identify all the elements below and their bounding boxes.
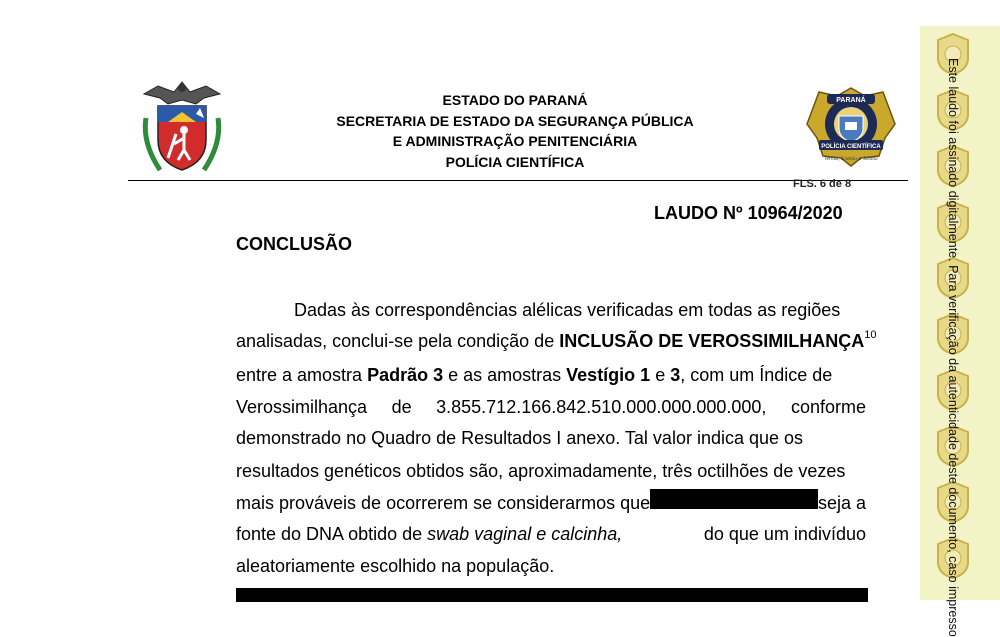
police-badge-icon <box>805 86 897 168</box>
body-line-6: resultados genéticos obtidos são, aproximadamente, três octilhões de vezes <box>236 461 846 481</box>
badge-motto-text: Veritas, Scientia et Justitia <box>824 157 878 162</box>
body-line-7 <box>236 489 866 517</box>
body-text: analisadas, conclui-se pela condição de <box>236 331 560 351</box>
body-text: e as amostras <box>443 365 567 385</box>
body-line-5: demonstrado no Quadro de Resultados I anexo. Tal valor indica que os <box>236 428 804 448</box>
body-text: fonte do DNA obtido de <box>236 524 428 544</box>
sample-ref: Vestígio 1 <box>566 365 651 385</box>
body-text: do que um indivíduo <box>703 524 866 544</box>
header-rule <box>128 180 908 181</box>
sample-source: swab vaginal e calcinha, <box>427 524 623 544</box>
body-text: conforme <box>790 397 866 417</box>
body-text: mais prováveis de ocorrerem se considerarmos que <box>236 493 651 513</box>
badge-ribbon-text: POLÍCIA CIENTÍFICA <box>821 144 881 150</box>
letterhead-line-state: ESTADO DO PARANÁ <box>442 92 588 108</box>
page-marker: FLS. 6 de 8 <box>793 178 852 190</box>
body-text: e <box>650 365 671 385</box>
inclusion-term: INCLUSÃO DE VEROSSIMILHANÇA <box>559 331 865 351</box>
redaction-box <box>650 489 818 509</box>
section-title: CONCLUSÃO <box>236 234 352 254</box>
likelihood-index-value: 3.855.712.166.842.510.000.000.000.000, <box>436 397 767 417</box>
footnote-ref: 10 <box>864 329 877 341</box>
letterhead-line-administration: E ADMINISTRAÇÃO PENITENCIÁRIA <box>392 133 638 149</box>
sample-ref: 3 <box>670 365 681 385</box>
sample-ref: Padrão 3 <box>367 365 444 385</box>
body-text: , com um Índice de <box>680 365 833 385</box>
body-line-3 <box>236 361 866 389</box>
authentication-strip <box>920 26 1000 600</box>
body-line-8 <box>236 520 866 548</box>
report-number: LAUDO Nº 10964/2020 <box>654 203 843 223</box>
coat-of-arms-icon <box>138 78 226 178</box>
body-text: de <box>391 397 412 417</box>
body-text: entre a amostra <box>236 365 368 385</box>
body-text: seja a <box>817 493 866 513</box>
body-line-9: aleatoriamente escolhido na população. <box>236 556 555 576</box>
letterhead-line-police: POLÍCIA CIENTÍFICA <box>445 153 585 170</box>
badge-top-text: PARANÁ <box>836 97 866 104</box>
letterhead-line-secretariat: SECRETARIA DE ESTADO DA SEGURANÇA PÚBLICA <box>336 112 694 129</box>
body-line-1: Dadas às correspondências alélicas verificadas em todas as regiões <box>294 300 841 320</box>
body-text: Verossimilhança <box>236 397 368 417</box>
body-line-4 <box>236 393 866 421</box>
body-line-2 <box>236 327 877 355</box>
letterhead <box>300 90 730 172</box>
digital-signature-note: Este laudo foi assinado digitalmente. Para verificação da autenticidade deste documento, caso impresso <box>946 58 960 637</box>
